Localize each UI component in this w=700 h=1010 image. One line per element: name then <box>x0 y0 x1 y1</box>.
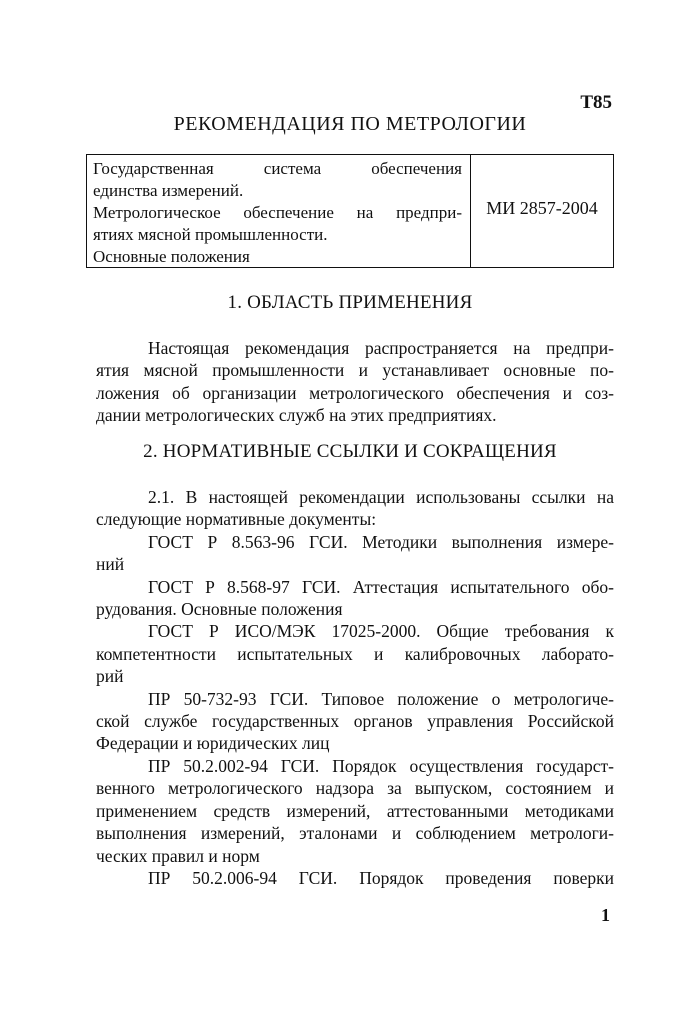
reference-line: венного метрологического надзора за выпуском, состоянием и <box>96 778 614 799</box>
meta-line: Государственная система обеспечения <box>93 159 462 178</box>
reference-line: ПР 50.2.006-94 ГСИ. Порядок проведения поверки <box>148 867 614 888</box>
reference-line: рий <box>96 666 124 687</box>
text-line: следующие нормативные документы: <box>96 509 377 530</box>
section-1-heading: 1. ОБЛАСТЬ ПРИМЕНЕНИЯ <box>227 292 473 313</box>
reference-line: ний <box>96 554 125 575</box>
reference-line: ГОСТ Р 8.563-96 ГСИ. Методики выполнения измере- <box>148 531 614 552</box>
text-line: Настоящая рекомендация распространяется на предпри- <box>148 338 614 358</box>
meta-table-designation: МИ 2857-2004 <box>486 197 598 218</box>
reference-line: выполнения измерений, эталонами и соблюдением метрологи- <box>96 823 614 844</box>
reference-line: рудования. Основные положения <box>96 599 343 620</box>
reference-line: применением средств измерений, аттестованными методиками <box>96 800 614 821</box>
meta-line: Метрологическое обеспечение на предпри- <box>93 203 462 222</box>
document-code: Т85 <box>580 92 612 113</box>
meta-table-description <box>87 155 471 267</box>
meta-line: ятиях мясной промышленности. <box>93 225 328 244</box>
reference-line: ской службе государственных органов управления Российской <box>96 711 614 732</box>
section-2-heading: 2. НОРМАТИВНЫЕ ССЫЛКИ И СОКРАЩЕНИЯ <box>143 441 557 462</box>
meta-line: Основные положения <box>93 247 250 266</box>
text-line: ложения об организации метрологического обеспечения и соз- <box>96 382 614 403</box>
reference-line: ПР 50-732-93 ГСИ. Типовое положение о метрологиче- <box>148 688 614 709</box>
reference-line: компетентности испытательных и калибровочных лаборато- <box>96 643 614 664</box>
reference-line: Федерации и юридических лиц <box>96 733 330 754</box>
text-line: 2.1. В настоящей рекомендации использованы ссылки на <box>148 487 614 507</box>
reference-line: ГОСТ Р ИСО/МЭК 17025-2000. Общие требования к <box>148 621 614 642</box>
meta-table <box>86 154 614 268</box>
reference-line: ПР 50.2.002-94 ГСИ. Порядок осуществления государст- <box>148 755 614 776</box>
section-2-body <box>96 486 614 889</box>
document-title: РЕКОМЕНДАЦИЯ ПО МЕТРОЛОГИИ <box>173 113 527 135</box>
text-line: ятия мясной промышленности и устанавливает основные по- <box>96 360 614 381</box>
reference-line: ческих правил и норм <box>96 845 260 866</box>
meta-line: единства измерений. <box>93 181 244 200</box>
text-line: дании метрологических служб на этих предприятиях. <box>96 405 497 426</box>
section-1-paragraph <box>96 337 614 427</box>
reference-line: ГОСТ Р 8.568-97 ГСИ. Аттестация испытательного обо- <box>148 576 614 597</box>
page-number: 1 <box>601 905 610 925</box>
